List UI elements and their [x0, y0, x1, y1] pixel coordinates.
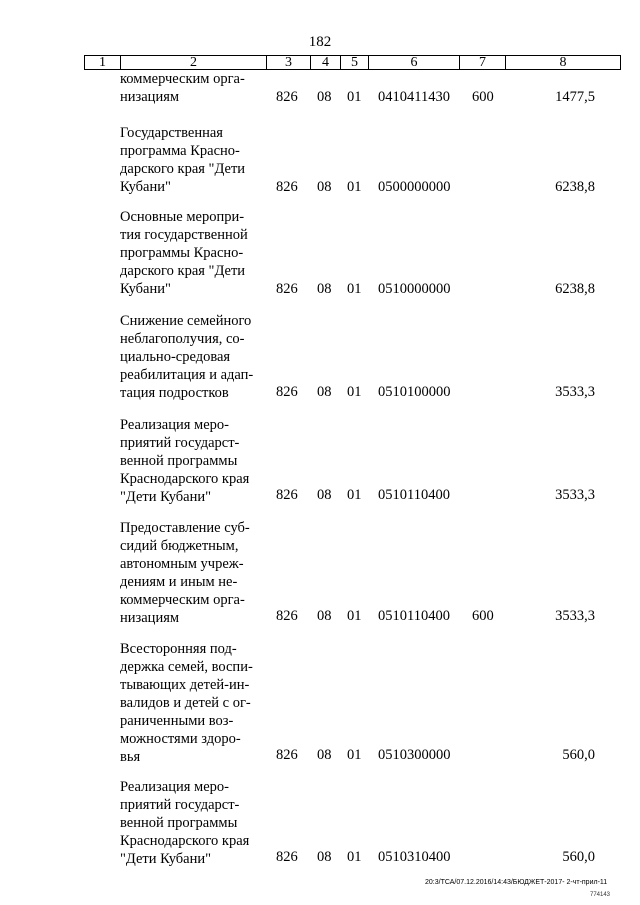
row-description	[120, 519, 262, 627]
cell-col-8: 3533,3	[555, 608, 595, 624]
desc-line: дениям и иным не-	[120, 574, 238, 590]
cell-col-3: 826	[276, 849, 298, 865]
desc-line: венной программы	[120, 453, 238, 469]
desc-line: приятий государст-	[120, 435, 240, 451]
cell-col-3: 826	[276, 747, 298, 763]
desc-line: низациям	[120, 610, 180, 626]
cell-col-6: 0500000000	[378, 179, 451, 195]
desc-line: циально-средовая	[120, 349, 231, 365]
cell-col-7: 600	[472, 89, 494, 105]
cell-col-5: 01	[347, 487, 362, 503]
desc-line: сидий бюджетным,	[120, 538, 239, 554]
cell-col-3: 826	[276, 281, 298, 297]
desc-line: низациям	[120, 89, 180, 105]
desc-line: приятий государст-	[120, 797, 240, 813]
cell-col-6: 0510110400	[378, 487, 450, 503]
desc-line: держка семей, воспи-	[120, 659, 253, 675]
desc-line: неблагополучия, со-	[120, 331, 245, 347]
desc-line: венной программы	[120, 815, 238, 831]
desc-line: вья	[120, 749, 141, 765]
document-footer: 20:3/ТСА/07.12.2016/14:43/БЮДЖЕТ-2017- 2-чт-прил-11	[425, 879, 608, 886]
cell-col-4: 08	[317, 487, 332, 503]
cell-col-6: 0510310400	[378, 849, 451, 865]
desc-line: Кубани"	[120, 179, 171, 195]
desc-line: дарского края "Дети	[120, 161, 246, 177]
header-col-8: 8	[505, 55, 621, 70]
row-description	[120, 640, 262, 766]
header-col-5: 5	[340, 55, 368, 70]
cell-col-3: 826	[276, 179, 298, 195]
cell-col-5: 01	[347, 89, 362, 105]
cell-col-8: 560,0	[562, 747, 595, 763]
desc-line: можностями здоро-	[120, 731, 241, 747]
cell-col-8: 1477,5	[555, 89, 595, 105]
cell-col-5: 01	[347, 608, 362, 624]
header-col-2: 2	[120, 55, 266, 70]
cell-col-4: 08	[317, 281, 332, 297]
desc-line: Кубани"	[120, 281, 171, 297]
cell-col-4: 08	[317, 849, 332, 865]
desc-line: коммерческим орга-	[120, 71, 245, 87]
row-description	[120, 312, 262, 402]
row-description	[120, 70, 262, 106]
desc-line: "Дети Кубани"	[120, 851, 212, 867]
page-number: 182	[308, 34, 332, 50]
cell-col-3: 826	[276, 89, 298, 105]
row-description	[120, 778, 262, 868]
cell-col-3: 826	[276, 608, 298, 624]
cell-col-3: 826	[276, 487, 298, 503]
desc-line: автономным учреж-	[120, 556, 244, 572]
cell-col-8: 560,0	[562, 849, 595, 865]
cell-col-6: 0510000000	[378, 281, 451, 297]
desc-line: тия государственной	[120, 227, 248, 243]
cell-col-6: 0510100000	[378, 384, 451, 400]
cell-col-8: 3533,3	[555, 487, 595, 503]
header-col-6: 6	[368, 55, 459, 70]
cell-col-5: 01	[347, 747, 362, 763]
header-col-3: 3	[266, 55, 310, 70]
cell-col-5: 01	[347, 384, 362, 400]
desc-line: программа Красно-	[120, 143, 240, 159]
cell-col-4: 08	[317, 179, 332, 195]
cell-col-8: 6238,8	[555, 281, 595, 297]
row-description	[120, 208, 262, 298]
desc-line: Основные меропри-	[120, 209, 245, 225]
desc-line: тывающих детей-ин-	[120, 677, 250, 693]
cell-col-6: 0510300000	[378, 747, 451, 763]
desc-line: Снижение семейного	[120, 313, 252, 329]
desc-line: валидов и детей с ог-	[120, 695, 251, 711]
desc-line: "Дети Кубани"	[120, 489, 212, 505]
desc-line: дарского края "Дети	[120, 263, 246, 279]
desc-line: тация подростков	[120, 385, 229, 401]
header-col-4: 4	[310, 55, 340, 70]
cell-col-5: 01	[347, 281, 362, 297]
cell-col-7: 600	[472, 608, 494, 624]
row-description	[120, 124, 262, 196]
desc-line: Государственная	[120, 125, 223, 141]
cell-col-4: 08	[317, 89, 332, 105]
desc-line: Реализация меро-	[120, 779, 229, 795]
desc-line: Краснодарского края	[120, 833, 250, 849]
cell-col-8: 6238,8	[555, 179, 595, 195]
cell-col-5: 01	[347, 849, 362, 865]
desc-line: Всесторонняя под-	[120, 641, 237, 657]
desc-line: реабилитация и адап-	[120, 367, 254, 383]
cell-col-4: 08	[317, 747, 332, 763]
document-footer-code: 774143	[590, 892, 611, 898]
cell-col-6: 0510110400	[378, 608, 450, 624]
cell-col-3: 826	[276, 384, 298, 400]
cell-col-8: 3533,3	[555, 384, 595, 400]
desc-line: коммерческим орга-	[120, 592, 245, 608]
cell-col-6: 0410411430	[378, 89, 450, 105]
row-description	[120, 416, 262, 506]
cell-col-4: 08	[317, 608, 332, 624]
cell-col-5: 01	[347, 179, 362, 195]
header-col-7: 7	[459, 55, 505, 70]
header-col-1: 1	[84, 55, 120, 70]
cell-col-4: 08	[317, 384, 332, 400]
desc-line: программы Красно-	[120, 245, 244, 261]
desc-line: Предоставление суб-	[120, 520, 250, 536]
desc-line: Краснодарского края	[120, 471, 250, 487]
desc-line: раниченными воз-	[120, 713, 234, 729]
desc-line: Реализация меро-	[120, 417, 229, 433]
